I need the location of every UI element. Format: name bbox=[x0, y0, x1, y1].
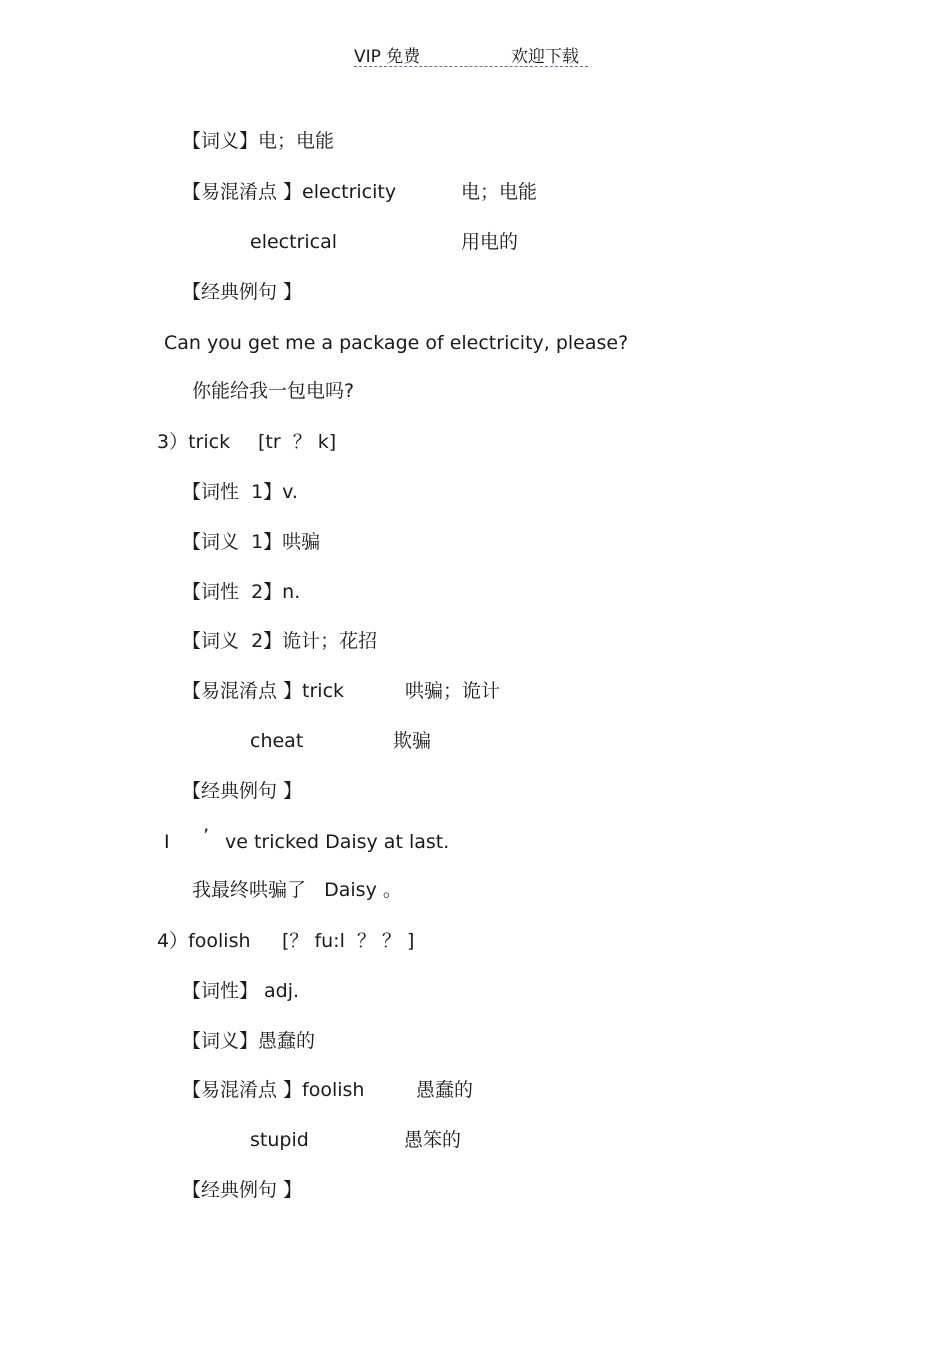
header-vip-text: VIP 免费 bbox=[354, 47, 421, 67]
electricity-example-zh: 你能给我一包电吗? bbox=[192, 380, 355, 402]
trick-phonetic: [tr ？ k] bbox=[258, 431, 337, 453]
trick-headword: 3）trick bbox=[157, 431, 231, 453]
trick-example-i: I bbox=[164, 831, 170, 853]
trick-pos2: 【词性 2】n. bbox=[182, 581, 301, 603]
stupid-word: stupid bbox=[250, 1129, 309, 1151]
electrical-word: electrical bbox=[250, 231, 338, 253]
stupid-meaning: 愚笨的 bbox=[404, 1129, 462, 1151]
foolish-pos: 【词性】 adj. bbox=[182, 980, 300, 1002]
header-welcome-text: 欢迎下载 bbox=[511, 47, 579, 67]
trick-pos1: 【词性 1】v. bbox=[182, 481, 298, 503]
trick-confusable-meaning: 哄骗；诡计 bbox=[405, 680, 501, 702]
foolish-meaning: 【词义】愚蠢的 bbox=[182, 1030, 316, 1052]
foolish-phonetic: [？ fu:l ？ ？ ] bbox=[282, 930, 415, 952]
electricity-example-label: 【经典例句 】 bbox=[182, 281, 303, 303]
electricity-example-en: Can you get me a package of electricity, please? bbox=[164, 332, 629, 354]
electrical-meaning: 用电的 bbox=[461, 231, 519, 253]
electricity-confusable-label: 【易混淆点 】electricity bbox=[182, 181, 397, 203]
trick-example-label: 【经典例句 】 bbox=[182, 780, 303, 802]
electricity-meaning: 【词义】电；电能 bbox=[182, 130, 335, 152]
foolish-headword: 4）foolish bbox=[157, 930, 251, 952]
trick-example-zh: 我最终哄骗了 Daisy 。 bbox=[192, 879, 402, 901]
cheat-meaning: 欺骗 bbox=[393, 730, 432, 752]
foolish-example-label: 【经典例句 】 bbox=[182, 1179, 303, 1201]
trick-meaning1: 【词义 1】哄骗 bbox=[182, 531, 321, 553]
trick-example-apostrophe: ’ bbox=[203, 825, 210, 847]
page-header bbox=[354, 42, 588, 67]
electricity-confusable-meaning: 电；电能 bbox=[461, 181, 538, 203]
trick-meaning2: 【词义 2】诡计；花招 bbox=[182, 630, 378, 652]
trick-confusable-label: 【易混淆点 】trick bbox=[182, 680, 345, 702]
foolish-confusable-label: 【易混淆点 】foolish bbox=[182, 1079, 365, 1101]
cheat-word: cheat bbox=[250, 730, 304, 752]
foolish-confusable-meaning: 愚蠢的 bbox=[416, 1079, 474, 1101]
trick-example-en: ve tricked Daisy at last. bbox=[225, 831, 450, 853]
